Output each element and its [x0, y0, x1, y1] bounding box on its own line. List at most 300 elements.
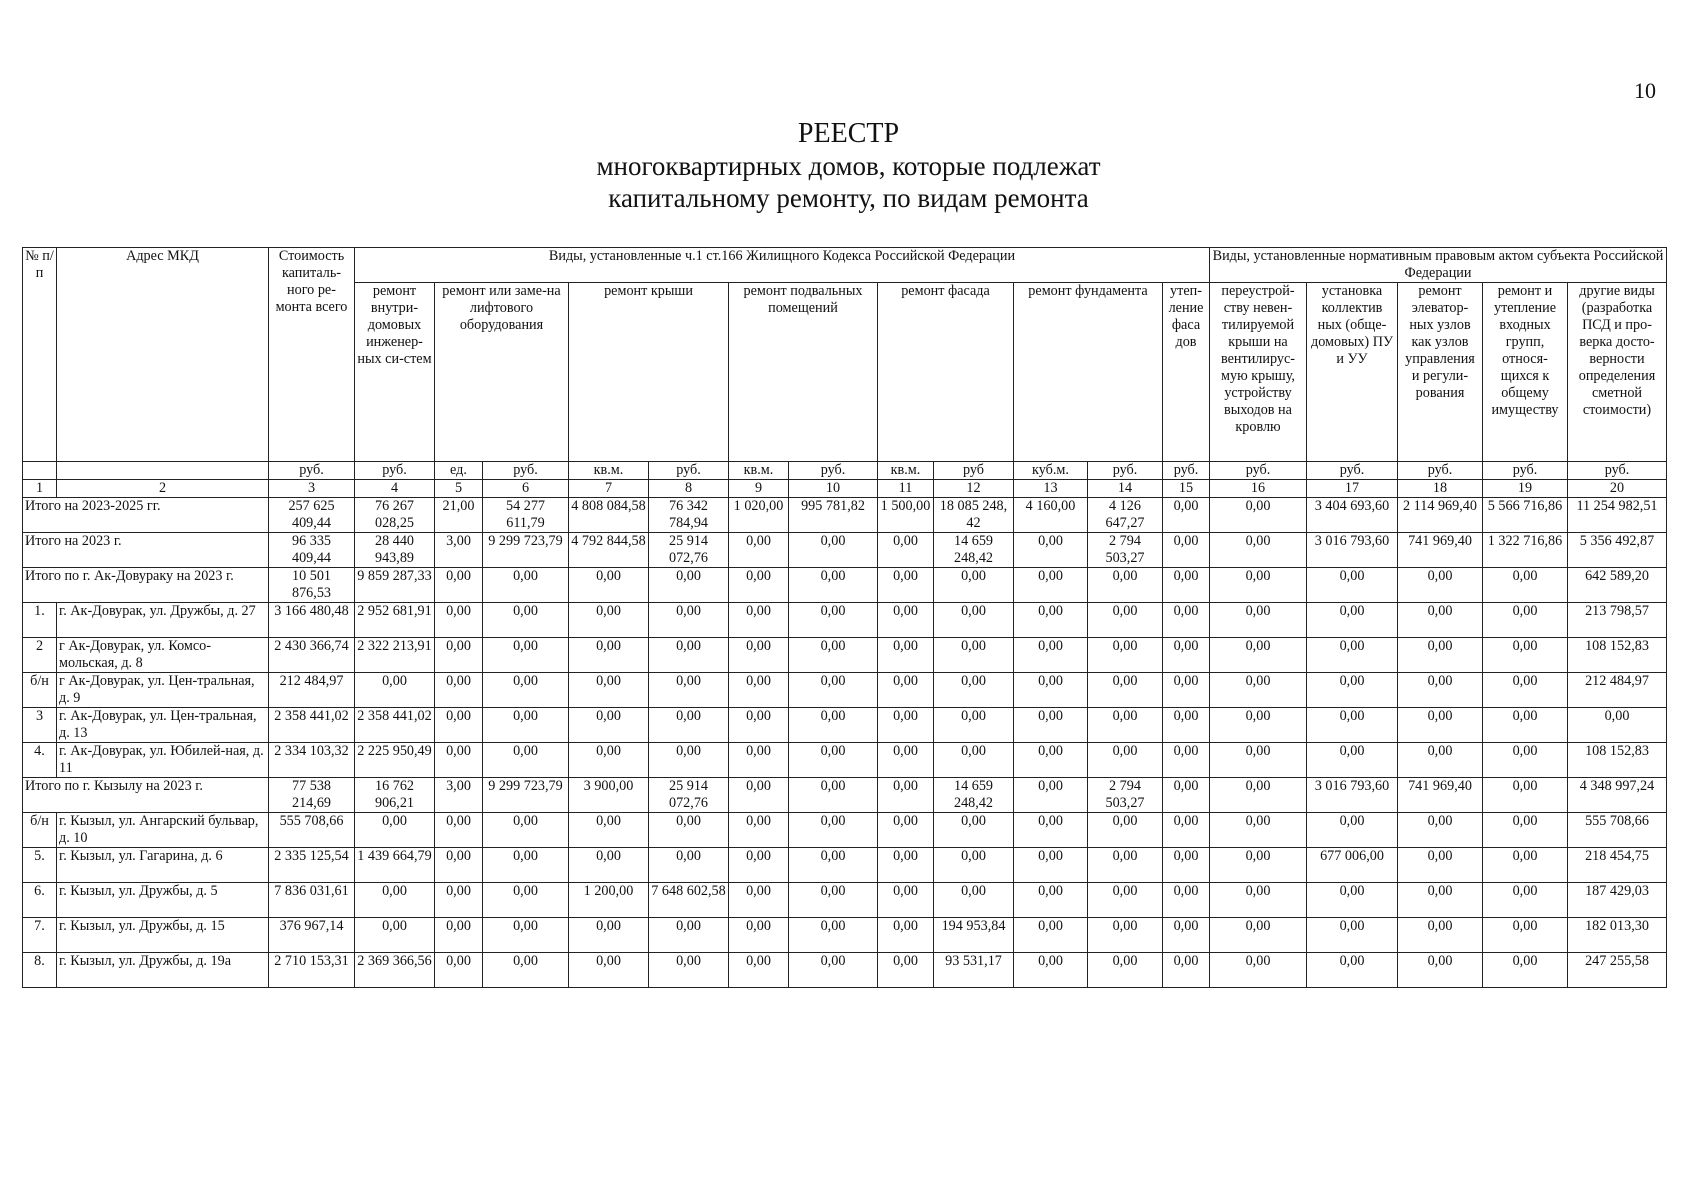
row-address: г. Ак-Довурак, ул. Юбилей-ная, д. 11 [57, 743, 269, 778]
value-cell: 0,00 [934, 848, 1014, 883]
header-cost-total: Стоимость капиталь-ного ре-монта всего [269, 248, 355, 462]
value-cell: 0,00 [1210, 638, 1307, 673]
value-cell: 0,00 [878, 568, 934, 603]
value-cell: 0,00 [1307, 673, 1398, 708]
row-address: г. Ак-Довурак, ул. Дружбы, д. 27 [57, 603, 269, 638]
value-cell: 0,00 [435, 848, 483, 883]
value-cell: 0,00 [1014, 603, 1088, 638]
value-cell: 0,00 [789, 778, 878, 813]
value-cell: 0,00 [934, 883, 1014, 918]
value-cell: 2 322 213,91 [355, 638, 435, 673]
value-cell: 0,00 [934, 603, 1014, 638]
column-number-cell: 3 [269, 480, 355, 498]
total-row [23, 498, 1667, 533]
value-cell: 2 794 503,27 [1088, 778, 1163, 813]
value-cell: 0,00 [483, 848, 569, 883]
row-number: 8. [23, 953, 57, 988]
value-cell: 0,00 [1014, 918, 1088, 953]
value-cell: 0,00 [1163, 498, 1210, 533]
value-cell: 0,00 [1398, 883, 1483, 918]
value-cell: 2 710 153,31 [269, 953, 355, 988]
value-cell: 0,00 [1307, 743, 1398, 778]
table-row [23, 603, 1667, 638]
value-cell: 9 299 723,79 [483, 533, 569, 568]
value-cell: 0,00 [789, 918, 878, 953]
value-cell: 0,00 [649, 638, 729, 673]
value-cell: 0,00 [1210, 533, 1307, 568]
unit-cell: кв.м. [729, 462, 789, 480]
value-cell: 0,00 [1483, 603, 1568, 638]
value-cell: 0,00 [569, 953, 649, 988]
value-cell: 0,00 [789, 848, 878, 883]
value-cell: 0,00 [435, 918, 483, 953]
row-number: 1. [23, 603, 57, 638]
value-cell: 0,00 [649, 673, 729, 708]
unit-cell: ед. [435, 462, 483, 480]
value-cell: 0,00 [934, 708, 1014, 743]
header-other: другие виды (разработка ПСД и про-верка досто-верности определения сметной стоимости) [1568, 283, 1667, 462]
value-cell: 0,00 [435, 708, 483, 743]
row-number: 4. [23, 743, 57, 778]
value-cell: 0,00 [649, 953, 729, 988]
value-cell: 0,00 [1210, 673, 1307, 708]
header-no: № п/п [23, 248, 57, 462]
value-cell: 0,00 [1088, 603, 1163, 638]
value-cell: 642 589,20 [1568, 568, 1667, 603]
value-cell: 0,00 [1163, 743, 1210, 778]
column-number-cell: 5 [435, 480, 483, 498]
value-cell: 0,00 [1163, 883, 1210, 918]
unit-cell: руб. [1398, 462, 1483, 480]
total-row [23, 778, 1667, 813]
value-cell: 1 020,00 [729, 498, 789, 533]
value-cell: 0,00 [1210, 498, 1307, 533]
value-cell: 0,00 [569, 743, 649, 778]
value-cell: 0,00 [649, 918, 729, 953]
column-number-cell: 12 [934, 480, 1014, 498]
row-number: б/н [23, 813, 57, 848]
page-number: 10 [1634, 78, 1656, 103]
value-cell: 25 914 072,76 [649, 533, 729, 568]
value-cell: 0,00 [435, 603, 483, 638]
table-row [23, 638, 1667, 673]
column-number-cell: 15 [1163, 480, 1210, 498]
row-address: г Ак-Довурак, ул. Цен-тральная, д. 9 [57, 673, 269, 708]
value-cell: 0,00 [878, 638, 934, 673]
value-cell: 555 708,66 [1568, 813, 1667, 848]
unit-cell: руб. [1088, 462, 1163, 480]
column-number-cell: 6 [483, 480, 569, 498]
value-cell: 0,00 [1014, 638, 1088, 673]
value-cell: 0,00 [1014, 673, 1088, 708]
table-row [23, 813, 1667, 848]
value-cell: 0,00 [569, 708, 649, 743]
value-cell: 0,00 [1088, 953, 1163, 988]
value-cell: 0,00 [729, 673, 789, 708]
column-number-cell: 19 [1483, 480, 1568, 498]
value-cell: 1 200,00 [569, 883, 649, 918]
unit-cell: кв.м. [878, 462, 934, 480]
value-cell: 0,00 [1014, 778, 1088, 813]
value-cell: 0,00 [1483, 918, 1568, 953]
value-cell: 21,00 [435, 498, 483, 533]
value-cell: 0,00 [934, 743, 1014, 778]
value-cell: 0,00 [878, 603, 934, 638]
value-cell: 3 016 793,60 [1307, 533, 1398, 568]
value-cell: 14 659 248,42 [934, 533, 1014, 568]
value-cell: 0,00 [1163, 918, 1210, 953]
value-cell: 108 152,83 [1568, 638, 1667, 673]
row-address: г. Кызыл, ул. Гагарина, д. 6 [57, 848, 269, 883]
value-cell: 0,00 [1483, 883, 1568, 918]
value-cell: 0,00 [569, 673, 649, 708]
header-group-federal: Виды, установленные ч.1 ст.166 Жилищного Кодекса Российской Федерации [355, 248, 1210, 283]
value-cell: 0,00 [729, 813, 789, 848]
unit-cell: руб. [1307, 462, 1398, 480]
value-cell: 555 708,66 [269, 813, 355, 848]
column-number-cell: 16 [1210, 480, 1307, 498]
value-cell: 0,00 [1483, 708, 1568, 743]
value-cell: 0,00 [1398, 708, 1483, 743]
value-cell: 0,00 [1163, 638, 1210, 673]
value-cell: 0,00 [934, 813, 1014, 848]
header-entrances: ремонт и утепление входных групп, относя-щихся к общему имуществу [1483, 283, 1568, 462]
value-cell: 2 114 969,40 [1398, 498, 1483, 533]
value-cell: 18 085 248, 42 [934, 498, 1014, 533]
value-cell: 0,00 [1307, 918, 1398, 953]
value-cell: 14 659 248,42 [934, 778, 1014, 813]
value-cell: 0,00 [1014, 883, 1088, 918]
value-cell: 0,00 [729, 533, 789, 568]
unit-cell: руб. [1210, 462, 1307, 480]
value-cell: 0,00 [878, 673, 934, 708]
value-cell: 0,00 [729, 883, 789, 918]
value-cell: 0,00 [569, 638, 649, 673]
value-cell: 0,00 [729, 778, 789, 813]
value-cell: 0,00 [483, 673, 569, 708]
value-cell: 16 762 906,21 [355, 778, 435, 813]
value-cell: 3 166 480,48 [269, 603, 355, 638]
table-row [23, 743, 1667, 778]
value-cell: 3 404 693,60 [1307, 498, 1398, 533]
value-cell: 0,00 [1483, 848, 1568, 883]
value-cell: 0,00 [1483, 638, 1568, 673]
value-cell: 0,00 [1163, 533, 1210, 568]
header-facade: ремонт фасада [878, 283, 1014, 462]
value-cell: 0,00 [1088, 708, 1163, 743]
value-cell: 0,00 [1014, 568, 1088, 603]
value-cell: 194 953,84 [934, 918, 1014, 953]
value-cell: 0,00 [435, 743, 483, 778]
value-cell: 0,00 [878, 883, 934, 918]
value-cell: 1 439 664,79 [355, 848, 435, 883]
value-cell: 0,00 [1307, 603, 1398, 638]
value-cell: 0,00 [1307, 638, 1398, 673]
value-cell: 0,00 [435, 568, 483, 603]
value-cell: 0,00 [729, 848, 789, 883]
value-cell: 0,00 [1483, 568, 1568, 603]
value-cell: 0,00 [1398, 568, 1483, 603]
value-cell: 0,00 [1398, 953, 1483, 988]
table-row [23, 918, 1667, 953]
registry-table [22, 247, 1667, 988]
value-cell: 0,00 [1210, 708, 1307, 743]
value-cell: 0,00 [729, 953, 789, 988]
value-cell: 0,00 [1088, 673, 1163, 708]
value-cell: 0,00 [1210, 603, 1307, 638]
row-number: б/н [23, 673, 57, 708]
value-cell: 0,00 [435, 813, 483, 848]
value-cell: 1 500,00 [878, 498, 934, 533]
row-address: г. Кызыл, ул. Дружбы, д. 15 [57, 918, 269, 953]
value-cell: 0,00 [483, 953, 569, 988]
value-cell: 0,00 [1163, 848, 1210, 883]
value-cell: 0,00 [569, 848, 649, 883]
value-cell: 0,00 [878, 813, 934, 848]
value-cell: 0,00 [1014, 813, 1088, 848]
value-cell: 0,00 [1163, 708, 1210, 743]
value-cell: 0,00 [789, 743, 878, 778]
value-cell: 0,00 [649, 568, 729, 603]
column-number-cell: 2 [57, 480, 269, 498]
column-number-cell: 10 [789, 480, 878, 498]
unit-cell: руб. [649, 462, 729, 480]
value-cell: 3,00 [435, 533, 483, 568]
value-cell: 0,00 [729, 568, 789, 603]
value-cell: 76 267 028,25 [355, 498, 435, 533]
value-cell: 0,00 [789, 883, 878, 918]
value-cell: 0,00 [878, 848, 934, 883]
row-number: 7. [23, 918, 57, 953]
unit-cell: руб. [1163, 462, 1210, 480]
value-cell: 76 342 784,94 [649, 498, 729, 533]
value-cell: 995 781,82 [789, 498, 878, 533]
value-cell: 0,00 [355, 673, 435, 708]
value-cell: 0,00 [1398, 813, 1483, 848]
unit-cell: руб. [483, 462, 569, 480]
row-label: Итого по г. Ак-Довураку на 2023 г. [23, 568, 269, 603]
value-cell: 93 531,17 [934, 953, 1014, 988]
value-cell: 0,00 [1398, 673, 1483, 708]
value-cell: 0,00 [435, 883, 483, 918]
value-cell: 0,00 [878, 918, 934, 953]
total-row [23, 533, 1667, 568]
value-cell: 0,00 [355, 813, 435, 848]
value-cell: 0,00 [878, 533, 934, 568]
value-cell: 0,00 [1398, 638, 1483, 673]
value-cell: 9 299 723,79 [483, 778, 569, 813]
value-cell: 0,00 [1088, 638, 1163, 673]
value-cell: 0,00 [729, 743, 789, 778]
value-cell: 0,00 [789, 533, 878, 568]
value-cell: 0,00 [1483, 953, 1568, 988]
value-cell: 0,00 [1210, 568, 1307, 603]
value-cell: 0,00 [1014, 708, 1088, 743]
units-blank-cell [57, 462, 269, 480]
column-number-cell: 13 [1014, 480, 1088, 498]
value-cell: 0,00 [1398, 848, 1483, 883]
value-cell: 0,00 [934, 568, 1014, 603]
row-address: г. Ак-Довурак, ул. Цен-тральная, д. 13 [57, 708, 269, 743]
value-cell: 0,00 [1398, 918, 1483, 953]
value-cell: 0,00 [1210, 778, 1307, 813]
value-cell: 0,00 [355, 918, 435, 953]
value-cell: 0,00 [1088, 918, 1163, 953]
value-cell: 0,00 [649, 603, 729, 638]
value-cell: 0,00 [1014, 533, 1088, 568]
unit-cell: руб. [1483, 462, 1568, 480]
value-cell: 677 006,00 [1307, 848, 1398, 883]
units-row [23, 462, 1667, 480]
row-number: 3 [23, 708, 57, 743]
value-cell: 0,00 [1483, 743, 1568, 778]
value-cell: 0,00 [1307, 883, 1398, 918]
value-cell: 0,00 [1163, 953, 1210, 988]
value-cell: 0,00 [1483, 778, 1568, 813]
value-cell: 0,00 [1568, 708, 1667, 743]
value-cell: 4 160,00 [1014, 498, 1088, 533]
value-cell: 0,00 [789, 638, 878, 673]
value-cell: 2 334 103,32 [269, 743, 355, 778]
value-cell: 2 358 441,02 [269, 708, 355, 743]
value-cell: 0,00 [878, 743, 934, 778]
value-cell: 3 900,00 [569, 778, 649, 813]
value-cell: 0,00 [878, 708, 934, 743]
value-cell: 0,00 [649, 848, 729, 883]
value-cell: 3,00 [435, 778, 483, 813]
value-cell: 0,00 [1398, 603, 1483, 638]
value-cell: 0,00 [649, 708, 729, 743]
value-cell: 4 126 647,27 [1088, 498, 1163, 533]
value-cell: 0,00 [483, 708, 569, 743]
table-row [23, 848, 1667, 883]
value-cell: 0,00 [789, 953, 878, 988]
value-cell: 212 484,97 [269, 673, 355, 708]
value-cell: 0,00 [483, 603, 569, 638]
unit-cell: руб. [789, 462, 878, 480]
column-number-cell: 9 [729, 480, 789, 498]
column-number-cell: 4 [355, 480, 435, 498]
value-cell: 96 335 409,44 [269, 533, 355, 568]
value-cell: 0,00 [569, 603, 649, 638]
header-insulation: утеп-ление фаса дов [1163, 283, 1210, 462]
value-cell: 0,00 [1483, 813, 1568, 848]
header-basement: ремонт подвальных помещений [729, 283, 878, 462]
unit-cell: руб. [1568, 462, 1667, 480]
value-cell: 0,00 [1088, 813, 1163, 848]
header-meters: установка коллектив ных (обще-домовых) ПУ и УУ [1307, 283, 1398, 462]
value-cell: 0,00 [355, 883, 435, 918]
value-cell: 0,00 [729, 918, 789, 953]
value-cell: 0,00 [1307, 568, 1398, 603]
value-cell: 376 967,14 [269, 918, 355, 953]
value-cell: 2 358 441,02 [355, 708, 435, 743]
value-cell: 0,00 [435, 673, 483, 708]
value-cell: 257 625 409,44 [269, 498, 355, 533]
value-cell: 9 859 287,33 [355, 568, 435, 603]
value-cell: 0,00 [435, 638, 483, 673]
value-cell: 0,00 [1088, 848, 1163, 883]
value-cell: 2 952 681,91 [355, 603, 435, 638]
header-foundation: ремонт фундамента [1014, 283, 1163, 462]
unit-cell: руб. [355, 462, 435, 480]
units-blank-cell [23, 462, 57, 480]
table-row [23, 708, 1667, 743]
value-cell: 4 792 844,58 [569, 533, 649, 568]
value-cell: 0,00 [789, 603, 878, 638]
value-cell: 2 225 950,49 [355, 743, 435, 778]
value-cell: 0,00 [1088, 883, 1163, 918]
header-roof: ремонт крыши [569, 283, 729, 462]
value-cell: 741 969,40 [1398, 533, 1483, 568]
value-cell: 212 484,97 [1568, 673, 1667, 708]
value-cell: 0,00 [483, 743, 569, 778]
value-cell: 0,00 [1088, 568, 1163, 603]
value-cell: 0,00 [934, 673, 1014, 708]
row-address: г. Кызыл, ул. Дружбы, д. 5 [57, 883, 269, 918]
row-number: 5. [23, 848, 57, 883]
value-cell: 0,00 [569, 918, 649, 953]
value-cell: 0,00 [789, 708, 878, 743]
value-cell: 1 322 716,86 [1483, 533, 1568, 568]
header-internal-systems: ремонт внутри-домовых инженер-ных си-стем [355, 283, 435, 462]
value-cell: 5 356 492,87 [1568, 533, 1667, 568]
header-address: Адрес МКД [57, 248, 269, 462]
value-cell: 0,00 [569, 813, 649, 848]
value-cell: 7 836 031,61 [269, 883, 355, 918]
row-address: г Ак-Довурак, ул. Комсо-мольская, д. 8 [57, 638, 269, 673]
value-cell: 25 914 072,76 [649, 778, 729, 813]
value-cell: 0,00 [1163, 603, 1210, 638]
header-elevator: ремонт или заме-на лифтового оборудования [435, 283, 569, 462]
value-cell: 0,00 [789, 813, 878, 848]
value-cell: 28 440 943,89 [355, 533, 435, 568]
value-cell: 0,00 [1307, 813, 1398, 848]
value-cell: 4 348 997,24 [1568, 778, 1667, 813]
unit-cell: руб. [269, 462, 355, 480]
value-cell: 247 255,58 [1568, 953, 1667, 988]
value-cell: 0,00 [483, 568, 569, 603]
value-cell: 0,00 [1210, 953, 1307, 988]
value-cell: 0,00 [569, 568, 649, 603]
value-cell: 0,00 [1307, 708, 1398, 743]
column-number-cell: 18 [1398, 480, 1483, 498]
row-label: Итого на 2023-2025 гг. [23, 498, 269, 533]
row-number: 6. [23, 883, 57, 918]
header-elevator-nodes: ремонт элеватор-ных узлов как узлов управления и регули-рования [1398, 283, 1483, 462]
value-cell: 182 013,30 [1568, 918, 1667, 953]
value-cell: 4 808 084,58 [569, 498, 649, 533]
value-cell: 10 501 876,53 [269, 568, 355, 603]
table-row [23, 673, 1667, 708]
value-cell: 5 566 716,86 [1483, 498, 1568, 533]
value-cell: 0,00 [649, 743, 729, 778]
value-cell: 0,00 [1163, 778, 1210, 813]
unit-cell: кв.м. [569, 462, 649, 480]
header-restructure: переустрой-ству невен-тилируемой крыши на вентилирус-мую крышу, устройству выходов на кровлю [1210, 283, 1307, 462]
column-number-cell: 11 [878, 480, 934, 498]
row-address: г. Кызыл, ул. Ангарский бульвар, д. 10 [57, 813, 269, 848]
value-cell: 3 016 793,60 [1307, 778, 1398, 813]
column-number-cell: 1 [23, 480, 57, 498]
value-cell: 0,00 [1398, 743, 1483, 778]
value-cell: 0,00 [483, 883, 569, 918]
column-number-cell: 14 [1088, 480, 1163, 498]
total-row [23, 568, 1667, 603]
value-cell: 0,00 [729, 638, 789, 673]
unit-cell: руб [934, 462, 1014, 480]
column-number-cell: 7 [569, 480, 649, 498]
